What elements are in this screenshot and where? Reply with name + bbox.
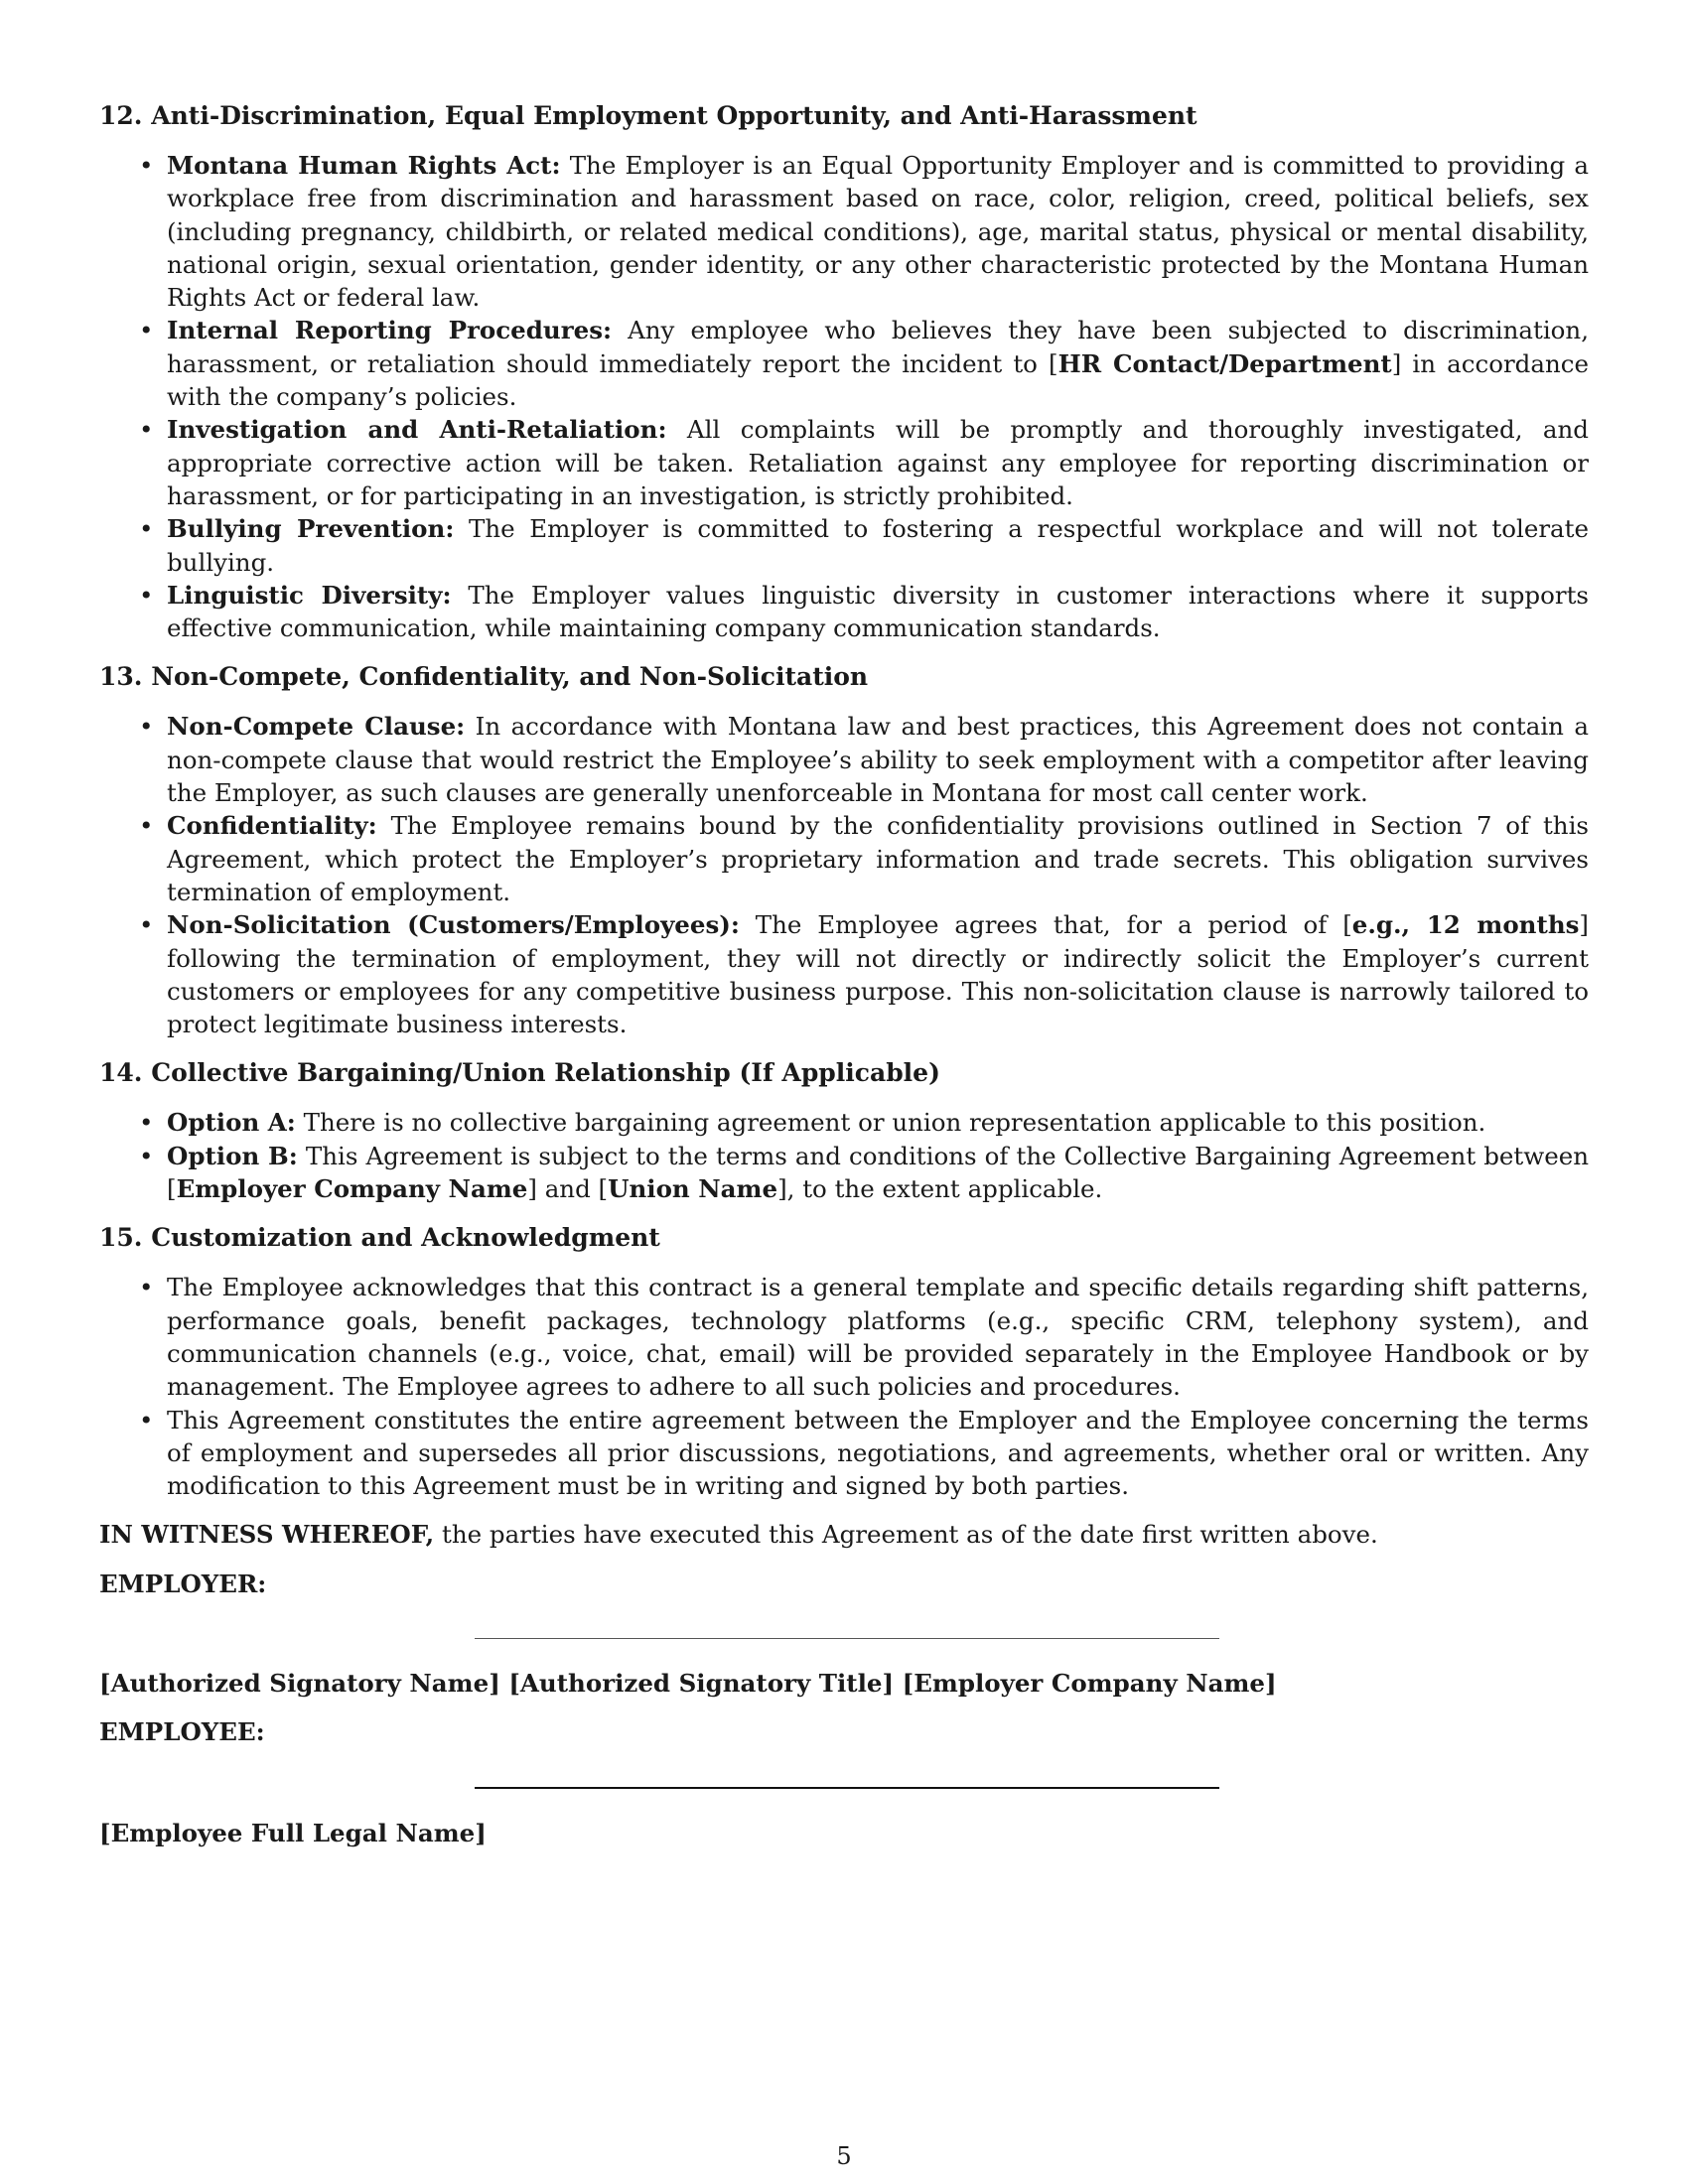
document-page <box>99 99 1589 1849</box>
section-12-list <box>99 149 1589 644</box>
employer-signatory-block: [Authorized Signatory Name] [Authorized Signatory Title] [Employer Company Name] <box>99 1668 1277 1698</box>
section-15-list <box>99 1271 1589 1502</box>
list-item: • Non-Compete Clause: In accordance with Montana law and best practices, this Agreement does not contain a non-compete clause that would restrict the Employee’s ability to seek employment with a competitor after leaving the Employer, as such clauses are generally unenforceable in Montana for most call center work. <box>167 710 1589 809</box>
list-item: • Bullying Prevention: The Employer is committed to fostering a respectful workplace and will not tolerate bullying. <box>167 512 1589 579</box>
list-item: • Confidentiality: The Employee remains bound by the confidentiality provisions outlined in Section 7 of this Agreement, which protect the Employer’s proprietary information and trade secrets. This obligation survives termination of employment. <box>167 809 1589 908</box>
page-number: 5 <box>836 2142 852 2170</box>
list-item: • The Employee acknowledges that this contract is a general template and specific details regarding shift patterns, performance goals, benefit packages, technology platforms (e.g., specific CRM, telephony system), and communication channels (e.g., voice, chat, email) will be provided separately in the Employee Handbook or by management. The Employee agrees to adhere to all such policies and procedures. <box>167 1271 1589 1403</box>
list-item: • Option B: This Agreement is subject to the terms and conditions of the Collective Bargaining Agreement between [Employer Company Name] and [Union Name], to the extent applicable. <box>167 1140 1589 1206</box>
employer-label: EMPLOYER: <box>99 1569 267 1598</box>
list-item: • Montana Human Rights Act: The Employer is an Equal Opportunity Employer and is committed to providing a workplace free from discrimination and harassment based on race, color, religion, creed, political beliefs, sex (including pregnancy, childbirth, or related medical conditions), age, marital status, physical or mental disability, national origin, sexual orientation, gender identity, or any other characteristic protected by the Montana Human Rights Act or federal law. <box>167 149 1589 314</box>
section-14-heading: 14. Collective Bargaining/Union Relationship (If Applicable) <box>99 1058 940 1088</box>
list-item: • Internal Reporting Procedures: Any employee who believes they have been subjected to discrimination, harassment, or retaliation should immediately report the incident to [HR Contact/Department] in accordance with the company’s policies. <box>167 314 1589 413</box>
witness-statement: IN WITNESS WHEREOF, the parties have executed this Agreement as of the date first written above. <box>99 1520 1378 1550</box>
employee-label: EMPLOYEE: <box>99 1717 265 1747</box>
section-12-heading: 12. Anti-Discrimination, Equal Employment Opportunity, and Anti-Harassment <box>99 101 1197 130</box>
section-15-heading: 15. Customization and Acknowledgment <box>99 1223 660 1253</box>
list-item: • Investigation and Anti-Retaliation: All complaints will be promptly and thoroughly investigated, and appropriate corrective action will be taken. Retaliation against any employee for reporting discrimination or harassment, or for participating in an investigation, is strictly prohibited. <box>167 413 1589 512</box>
list-item: • Non-Solicitation (Customers/Employees): The Employee agrees that, for a period of [e.g., 12 months] following the termination of employment, they will not directly or indirectly solicit the Employer’s current customers or employees for any competitive business purpose. This non-solicitation clause is narrowly tailored to protect legitimate business interests. <box>167 908 1589 1040</box>
list-item: • Linguistic Diversity: The Employer values linguistic diversity in customer interactions where it supports effective communication, while maintaining company communication standards. <box>167 579 1589 645</box>
employee-signatory-block: [Employee Full Legal Name] <box>99 1818 487 1847</box>
list-item: • This Agreement constitutes the entire agreement between the Employer and the Employee concerning the terms of employment and supersedes all prior discussions, negotiations, and agreements, whether oral or written. Any modification to this Agreement must be in writing and signed by both parties. <box>167 1404 1589 1503</box>
employee-signature-line <box>475 1787 1219 1789</box>
employer-signature-line <box>475 1638 1219 1639</box>
list-item: • Option A: There is no collective bargaining agreement or union representation applicable to this position. <box>167 1106 1589 1139</box>
section-13-list <box>99 710 1589 1040</box>
section-13-heading: 13. Non-Compete, Confidentiality, and Non-Solicitation <box>99 662 869 692</box>
section-14-list <box>99 1106 1589 1205</box>
